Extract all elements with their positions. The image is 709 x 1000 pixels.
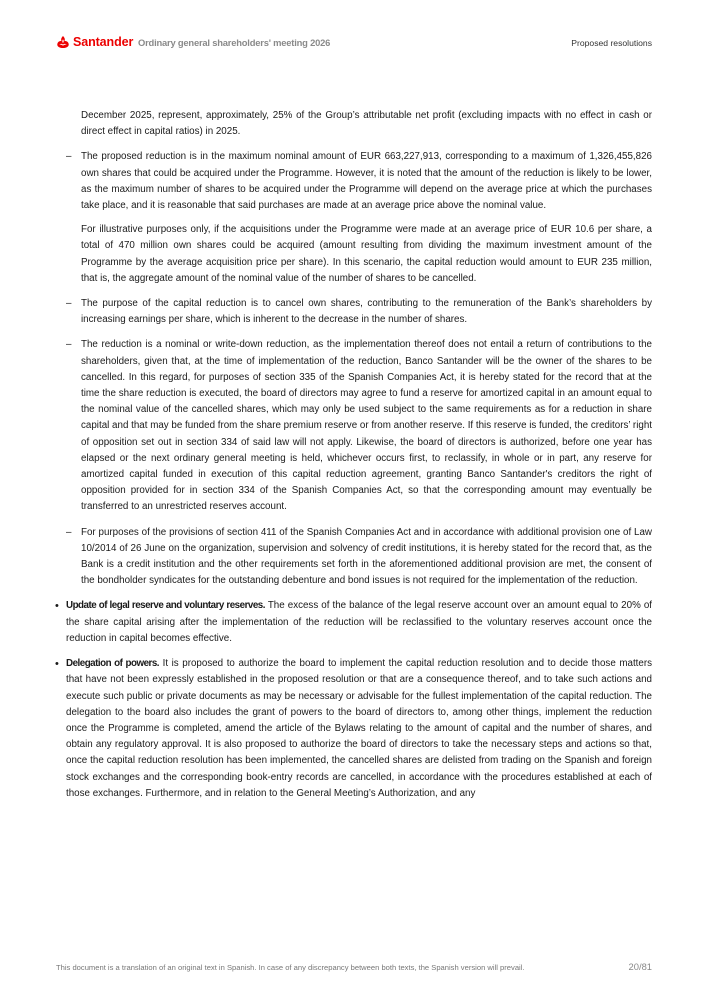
dash-marker: – [66,298,72,310]
bullet-marker: • [55,658,59,671]
illustrative-paragraph: For illustrative purposes only, if the acquisitions under the Programme were made at an average price of EUR 10.6 per share, a total of 470 million own shares could be acquired (amount resulting from dividing the maximum investment amount of the Programme by the average acquisition price per share). In this scenario, the capital reduction would amount to EUR 235 million, that is, the aggregate amount of the nominal value of the number of shares to be cancelled. [81,224,652,284]
bullet-text [66,656,652,802]
page-number: 20/81 [628,961,652,972]
bullet-legal-reserve [56,598,652,647]
bullet-lead: Update of legal reserve and voluntary reserves. [66,600,265,612]
bullet-lead: Delegation of powers. [66,658,160,670]
santander-logo [56,35,133,49]
list-item-section-411 [56,525,652,590]
list-item-nominal-reduction [56,337,652,515]
flame-icon [56,36,70,48]
list-item-maximum-amount [56,149,652,214]
bullet-body: The excess of the balance of the legal reserve account over an amount equal to 20% of the share capital arising after the implementation of the reduction will be reclassified to the voluntary reserves account once the reduction in capital becomes effective. [66,600,652,644]
list-item-purpose [56,296,652,328]
bullet-delegation-of-powers [56,656,652,802]
list-item-text: The proposed reduction is in the maximum nominal amount of EUR 663,227,913, corresponding to a maximum of 1,326,455,826 own shares that could be acquired under the Programme. However, it is noted that the amount of the reduction is likely to be lower, as the maximum number of shares to be acquired under the Programme will depend on the average price at which the purchases take place, and it is reasonable that said purchases are made at an average price above the nominal value. [81,151,652,212]
list-item-text: For purposes of the provisions of section 411 of the Spanish Companies Act and in accordance with additional provision one of Law 10/2014 of 26 June on the organization, supervision and solvency of credit institutions, it is hereby stated for the record that, as the Bank is a credit institution and the other requirements set forth in the aforementioned additional provision are met, the consent of the bondholder syndicates for the outstanding debenture and bond issues is not required for the implementation of the reduction. [81,526,652,587]
section-title: Proposed resolutions [571,38,652,48]
bullet-marker: • [55,600,59,613]
list-item-text: The reduction is a nominal or write-down reduction, as the implementation thereof does not entail a return of contributions to the shareholders, given that, at the time of implementation of the reduction, Banco Santander will be the owner of the shares to be cancelled. In this regard, for purposes of section 335 of the Spanish Companies Act, it is hereby stated for the record that at the time the share reduction is executed, the board of directors may agree to fund a reserve for amortized capital in an amount equal to the nominal value of the cancelled shares, which may only be used subject to the same requirements as for a reduction in share capital and that may be funded from the share premium reserve or from another reserve. If this reserve is funded, the creditors’ right of opposition set out in section 334 of said law will not apply. Likewise, the board of directors is authorized, before one year has elapsed or the next ordinary general meeting is held, whichever occurs first, to reclassify, in whole or in part, any reserve for amortized capital funded in execution of this capital reduction agreement, granting Banco Santander's creditors the right of opposition provided for in section 334 of the Spanish Companies Act, so that the corresponding amount may eventually be transferred to an unrestricted reserves account. [81,339,652,513]
intro-paragraph: December 2025, represent, approximately, 25% of the Group’s attributable net profit (excluding impacts with no effect in cash or direct effect in capital ratios) in 2025. [81,110,652,138]
meeting-title: Ordinary general shareholders' meeting 2026 [138,37,331,48]
document-body [56,108,652,802]
footer-disclaimer: This document is a translation of an original text in Spanish. In case of any discrepancy between both texts, the Spanish version will prevail. [56,963,525,972]
bullet-body: It is proposed to authorize the board to implement the capital reduction resolution and to decide those matters that have not been expressly established in the proposed resolution or that are a consequence thereof, and to take such actions and execute such public or private documents as may be necessary or advisable for the fullest implementation of the capital reduction. The delegation to the board also includes the grant of powers to the board of directors to, among other things, implement the reduction once the Programme is completed, amend the article of the Bylaws relating to the amount of capital and the number of shares, and obtain any regulatory approval. It is also proposed to authorize the board of directors to take the necessary steps and actions so that, once the capital reduction resolution has been implemented, the cancelled shares are delisted from trading on the Spanish and foreign stock exchanges and the corresponding book-entry records are cancelled, in accordance with the procedures established at each of those exchanges. Furthermore, and in relation to the General Meeting’s Authorization, and any [66,658,653,799]
page-header [0,0,709,60]
dash-marker: – [66,526,72,538]
brand-name: Santander [73,35,134,49]
dash-marker: – [66,339,72,351]
bullet-text [66,598,652,647]
list-item-text: The purpose of the capital reduction is to cancel own shares, contributing to the remuneration of the Bank’s shareholders by increasing earnings per share, which is inherent to the decrease in the number of shares. [81,298,652,326]
dash-marker: – [66,151,72,163]
